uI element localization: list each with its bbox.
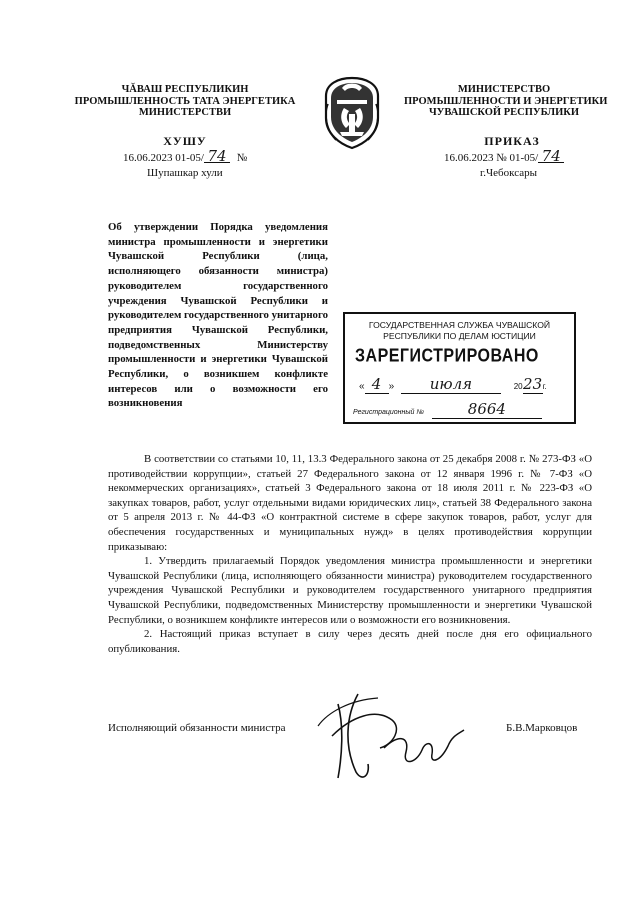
stamp-registered-label: ЗАРЕГИСТРИРОВАНО	[355, 346, 539, 367]
right-doc-type: ПРИКАЗ	[484, 134, 540, 148]
left-date-number	[123, 147, 248, 165]
left-header-line3: МИНИСТЕРСТВИ	[138, 107, 232, 118]
document-subject: Об утверждении Порядка уведомления министра промышленности и энергетики Чувашской Республики (лица, исполняющего обязанности министра) руководителем государственного учреждения Чувашской Республики и руководителем государственного унитарного предприятия Чувашской Республики, подведомственных Министерству промышленности и энергетики Чувашской Республики, о возникшем конфликте интересов или о возможности его возникновения	[108, 221, 328, 410]
right-city: г.Чебоксары	[480, 167, 538, 179]
left-number-sign: №	[236, 152, 248, 164]
right-header-line2: ПРОМЫШЛЕННОСТИ И ЭНЕРГЕТИКИ	[404, 95, 608, 107]
right-number-handwritten: 74	[538, 150, 564, 163]
stamp-year-prefix: 20	[513, 382, 523, 391]
body-paragraph-1: В соответствии со статьями 10, 11, 13.3 Федерального закона от 25 декабря 2008 г. № 273-ФЗ «О противодействии коррупции», статьей 27 Федерального закона от 12 января 1996 г. № 7-ФЗ «О некоммерческих организациях», статьей 3 Федерального закона от 18 июля 2011 г. № 223-ФЗ «О закупках товаров, работ, услуг отдельными видами юридических лиц», статьей 38 Федерального закона от 5 апреля 2013 г. № 44-ФЗ «О контрактной системе в сфере закупок товаров, работ, услуг для обеспечения государственных и муниципальных нужд» в целях противодействия коррупции приказываю:	[108, 453, 592, 553]
right-date-prefix: 16.06.2023 № 01-05/	[444, 152, 539, 164]
right-date-number	[444, 147, 564, 165]
handwritten-signature	[298, 686, 478, 786]
left-header-line1: ЧĂВАШ РЕСПУБЛИКИН	[121, 84, 249, 95]
stamp-year-suffix: 23	[523, 375, 543, 393]
stamp-reg-line	[353, 400, 568, 419]
left-date-prefix: 16.06.2023 01-05/	[123, 152, 204, 164]
left-city: Шупашкар хули	[147, 167, 223, 179]
document-body	[108, 452, 592, 656]
stamp-reg-number: 8664	[432, 400, 542, 419]
stamp-date-line: « 4 » июля 2023г.	[359, 375, 547, 393]
left-doc-type: ХУШУ	[163, 134, 207, 148]
stamp-service-line2: РЕСПУБЛИКИ ПО ДЕЛАМ ЮСТИЦИИ	[383, 331, 536, 341]
stamp-day: 4	[365, 375, 389, 394]
body-paragraph-3: 2. Настоящий приказ вступает в силу через десять дней после дня его официального опубликования.	[108, 628, 592, 655]
left-header-line2: ПРОМЫШЛЕННОСТЬ ТАТА ЭНЕРГЕТИКА	[74, 95, 296, 107]
stamp-year-unit: г.	[542, 382, 547, 391]
left-number-handwritten: 74	[204, 150, 230, 163]
stamp-service-name	[345, 320, 574, 342]
stamp-service-line1: ГОСУДАРСТВЕННАЯ СЛУЖБА ЧУВАШСКОЙ	[368, 320, 551, 330]
body-paragraph-2: 1. Утвердить прилагаемый Порядок уведомления министра промышленности и энергетики Чувашской Республики (лица, исполняющего обязанности министра) руководителем государственного учреждения Чувашской Республики и руководителем государственного унитарного предприятия Чувашской Республики, подведомственных Министерству промышленности и энергетики Чувашской Республики, о возникшем конфликте интересов или о возможности его возникновения.	[108, 555, 592, 626]
right-header	[404, 84, 608, 119]
stamp-reg-label: Регистрационный №	[353, 409, 424, 416]
coat-of-arms-emblem	[322, 74, 382, 150]
registration-stamp	[343, 312, 576, 424]
stamp-month: июля	[401, 375, 501, 394]
signatory-name: Б.В.Марковцов	[506, 722, 578, 734]
signatory-position: Исполняющий обязанности министра	[108, 722, 286, 734]
left-header	[70, 84, 300, 119]
right-header-line3: ЧУВАШСКОЙ РЕСПУБЛИКИ	[428, 107, 580, 118]
right-header-line1: МИНИСТЕРСТВО	[457, 84, 551, 95]
